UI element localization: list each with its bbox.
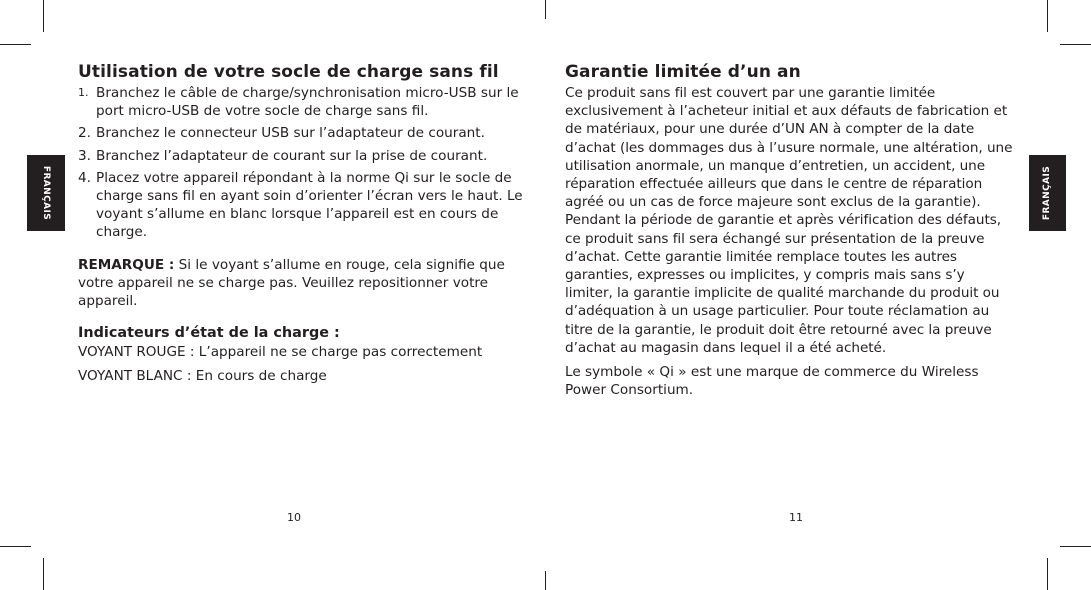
language-tab-label: FRANÇAIS: [41, 165, 51, 221]
crop-mark: [1060, 44, 1091, 45]
list-item: [78, 147, 526, 165]
crop-mark: [0, 546, 31, 547]
crop-mark: [1060, 546, 1091, 547]
right-page-content: [565, 60, 1015, 399]
step-number: 3.: [78, 147, 91, 164]
step-text: Branchez le connecteur USB sur l’adaptateur de courant.: [96, 125, 485, 142]
crop-mark: [43, 0, 44, 32]
list-item: [78, 124, 526, 142]
step-number: 4.: [78, 169, 91, 186]
step-text: Branchez le câble de charge/synchronisation micro-USB sur le port micro-USB de votre socle de charge sans fil.: [96, 85, 519, 120]
note-paragraph: [78, 256, 526, 311]
note-label: REMARQUE :: [78, 256, 175, 273]
indicators-heading: Indicateurs d’état de la charge :: [78, 325, 340, 342]
list-item: [78, 169, 526, 242]
step-number: 2.: [78, 125, 91, 142]
warranty-paragraph: Ce produit sans fil est couvert par une garantie limitée exclusivement à l’acheteur initial et aux défauts de fabrication et de matériaux, pour une durée d’UN AN à compter de la date d’achat (les dommages dus à l’usure normale, une altération, une utilisation anormale, un manque d’entretien, un accident, une réparation effectuée ailleurs que dans le centre de réparation agréé ou un cas de force majeure sont exclus de la garantie). Pendant la période de garantie et après vérification des défauts, ce produit sans fil sera échangé sur présentation de la preuve d’achat. Cette garantie limitée remplace toutes les autres garanties, expresses ou implicites, y compris mais sans s’y limiter, la garantie implicite de qualité marchande du produit ou d’adéquation à un usage particulier. Pour toute réclamation au titre de la garantie, le produit doit être retourné avec la preuve d’achat au magasin dans lequel il a été acheté.: [565, 85, 1013, 356]
instruction-list: [78, 84, 526, 242]
language-tab-right: [1029, 155, 1066, 231]
crop-mark: [545, 0, 546, 19]
language-tab-left: [27, 155, 65, 231]
page-number-right: 11: [789, 511, 803, 524]
crop-mark: [1047, 558, 1048, 590]
crop-mark: [545, 571, 546, 590]
trademark-paragraph: Le symbole « Qi » est une marque de commerce du Wireless Power Consortium.: [565, 364, 979, 399]
indicator-white-line: VOYANT BLANC : En cours de charge: [78, 368, 327, 385]
warranty-title: Garantie limitée d’un an: [565, 62, 801, 82]
page-number-left: 10: [287, 511, 301, 524]
crop-mark: [0, 44, 31, 45]
step-number: 1.: [78, 86, 89, 99]
indicator-red-line: VOYANT ROUGE : L’appareil ne se charge pas correctement: [78, 344, 483, 361]
usage-title: Utilisation de votre socle de charge sans fil: [78, 62, 499, 82]
crop-mark: [43, 558, 44, 590]
note-text: Si le voyant s’allume en rouge, cela signifie que votre appareil ne se charge pas. Veuillez repositionner votre appareil.: [78, 256, 505, 310]
crop-mark: [1047, 0, 1048, 32]
step-text: Branchez l’adaptateur de courant sur la prise de courant.: [96, 147, 488, 164]
language-tab-label: FRANÇAIS: [1042, 165, 1053, 221]
list-item: [78, 84, 526, 120]
left-page-content: [78, 60, 526, 392]
step-text: Placez votre appareil répondant à la norme Qi sur le socle de charge sans fil en ayant soin d’orienter l’écran vers le haut. Le voyant s’allume en blanc lorsque l’appareil est en cours de charge.: [96, 169, 523, 241]
